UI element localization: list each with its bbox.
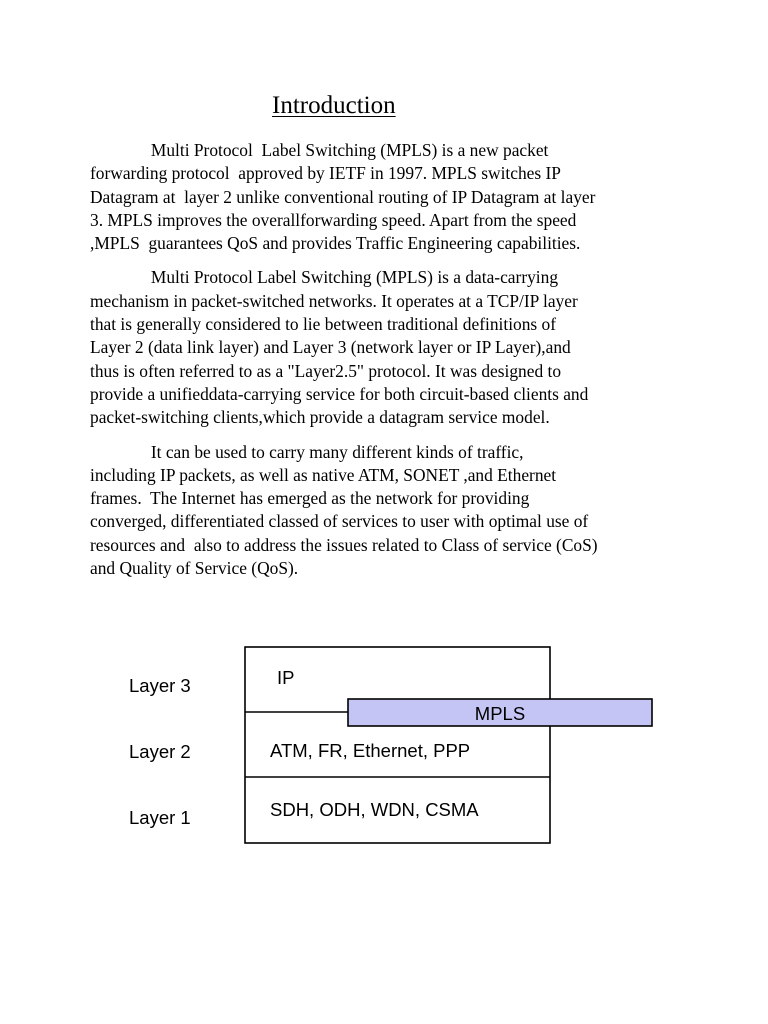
layer1-protocols-label: SDH, ODH, WDN, CSMA xyxy=(270,799,479,820)
text-line: Layer 2 (data link layer) and Layer 3 (network layer or IP Layer),and xyxy=(90,337,571,358)
page-title: Introduction xyxy=(272,92,396,119)
text-line: packet-switching clients,which provide a datagram service model. xyxy=(90,407,550,428)
text-line: provide a unifieddata-carrying service for both circuit-based clients and xyxy=(90,383,589,404)
text-line: thus is often referred to as a "Layer2.5" protocol. It was designed to xyxy=(90,360,562,381)
text-line: that is generally considered to lie between traditional definitions of xyxy=(90,314,557,335)
layer1-label: Layer 1 xyxy=(129,807,191,828)
text-line: and Quality of Service (QoS). xyxy=(90,558,299,579)
ip-cell-label: IP xyxy=(277,667,295,688)
mpls-label: MPLS xyxy=(474,703,526,724)
text-line: mechanism in packet-switched networks. It operates at a TCP/IP layer xyxy=(90,290,578,311)
layer2-label: Layer 2 xyxy=(129,741,191,762)
text-line: Multi Protocol Label Switching (MPLS) is a data-carrying xyxy=(90,267,559,288)
text-line: frames. The Internet has emerged as the network for providing xyxy=(90,488,530,509)
text-line: converged, differentiated classed of services to user with optimal use of xyxy=(90,511,589,532)
text-line: ,MPLS guarantees QoS and provides Traffic Engineering capabilities. xyxy=(90,233,581,254)
text-line: forwarding protocol approved by IETF in 1997. MPLS switches IP xyxy=(90,163,561,184)
text-line: Datagram at layer 2 unlike conventional routing of IP Datagram at layer xyxy=(90,186,596,207)
text-line: including IP packets, as well as native ATM, SONET ,and Ethernet xyxy=(90,464,557,485)
text-line: Multi Protocol Label Switching (MPLS) is a new packet xyxy=(90,140,549,160)
text-line: resources and also to address the issues related to Class of service (CoS) xyxy=(90,534,598,555)
text-line: It can be used to carry many different kinds of traffic, xyxy=(90,441,524,462)
text-line: 3. MPLS improves the overallforwarding speed. Apart from the speed xyxy=(90,209,577,230)
layer3-label: Layer 3 xyxy=(129,675,191,696)
layer2-protocols-label: ATM, FR, Ethernet, PPP xyxy=(270,740,471,761)
